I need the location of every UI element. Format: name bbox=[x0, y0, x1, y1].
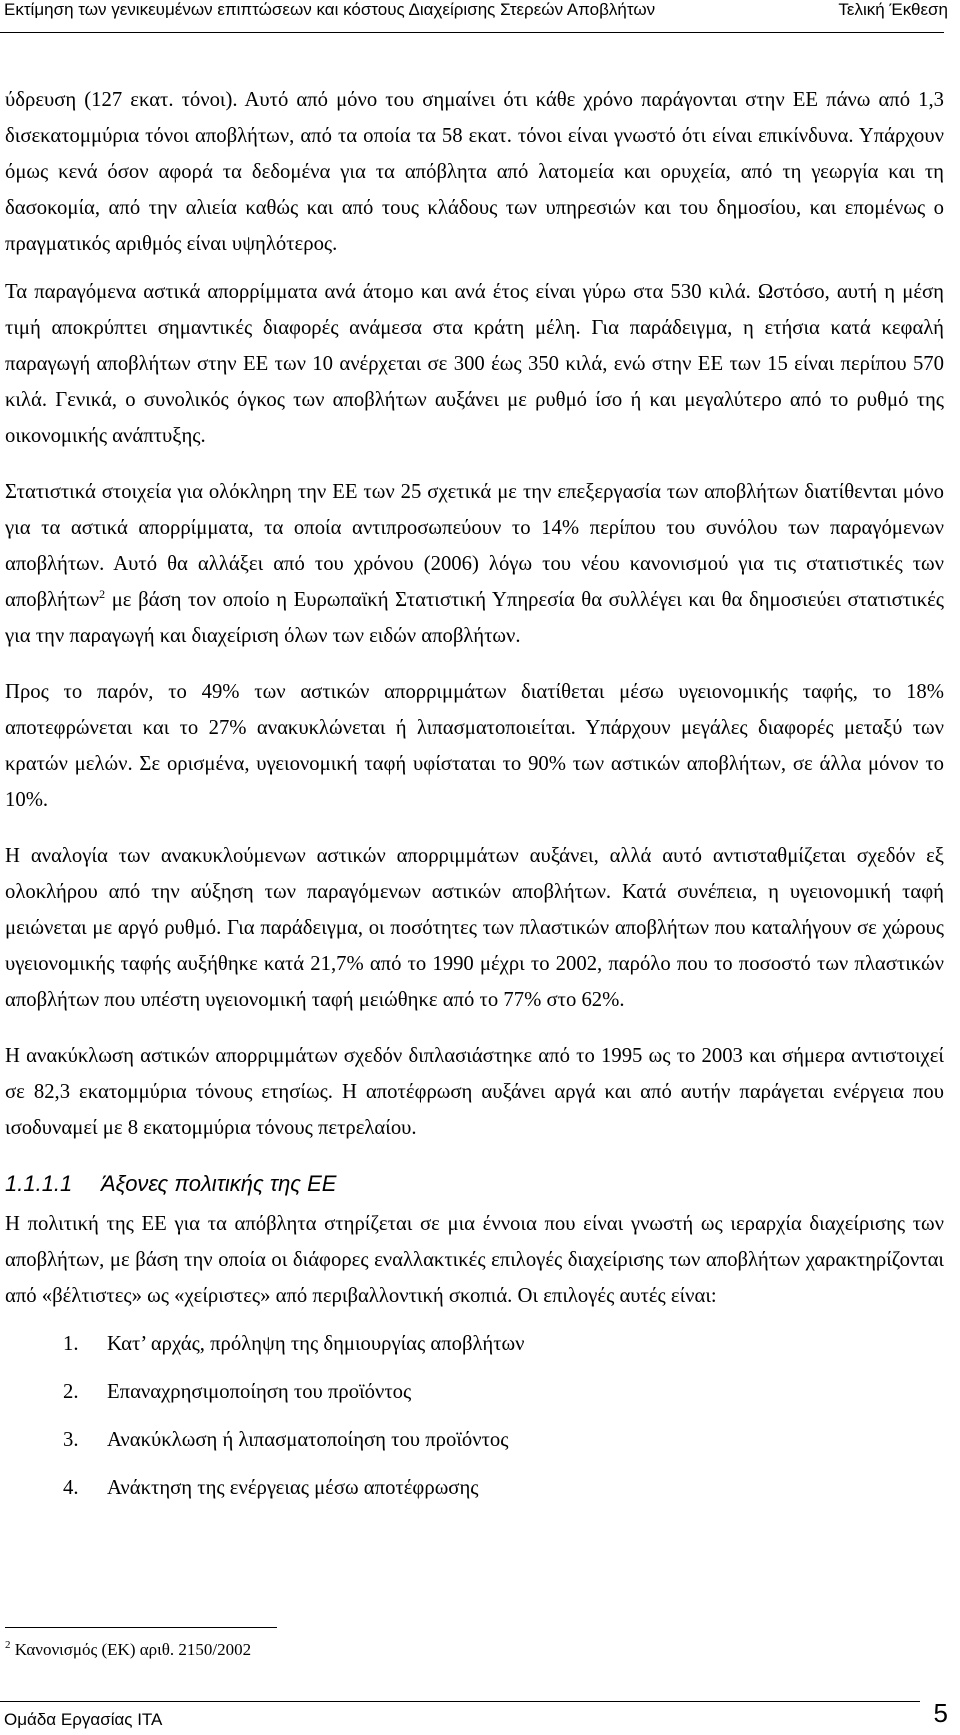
list-item bbox=[5, 1374, 944, 1410]
list-item-text: Κατ’ αρχάς, πρόληψη της δημιουργίας αποβλήτων bbox=[107, 1333, 525, 1355]
list-item bbox=[5, 1422, 944, 1458]
header-doc-type: Τελική Έκθεση bbox=[838, 0, 948, 19]
paragraph-water-supply: ύδρευση (127 εκατ. τόνοι). Αυτό από μόνο του σημαίνει ότι κάθε χρόνο παράγονται στην ΕΕ πάνω από 1,3 δισεκατομμύρια τόνοι αποβλήτων, από τα οποία τα 58 εκατ. τόνοι είναι γνωστό ότι είναι επικίνδυνα. Υπάρχουν όμως κενά όσον αφορά τα δεδομένα για τα απόβλητα από λατομεία και ορυχεία, από τη γεωργία και τη δασοκομία, από την αλιεία καθώς και από τους κλάδους των υπηρεσιών και του δημοσίου, και επομένως ο πραγματικός αριθμός είναι υψηλότερος. bbox=[5, 89, 944, 255]
paragraph-recycling-growth: Η ανακύκλωση αστικών απορριμμάτων σχεδόν διπλασιάστηκε από το 1995 ως το 2003 και σήμερα αντιστοιχεί σε 82,3 εκατομμύρια τόνους ετησίως. Η αποτέφρωση αυξάνει αργά και από αυτήν παράγεται ενέργεια που ισοδυναμεί με 8 εκατομμύρια τόνους πετρελαίου. bbox=[5, 1045, 944, 1139]
list-item bbox=[5, 1470, 944, 1506]
footer-organization: Ομάδα Εργασίας ΙΤΑ bbox=[4, 1710, 163, 1729]
header-rule bbox=[0, 32, 944, 33]
footnote-text: Κανονισμός (ΕΚ) αριθ. 2150/2002 bbox=[10, 1640, 252, 1659]
header-title: Εκτίμηση των γενικευμένων επιπτώσεων και κόστους Διαχείρισης Στερεών Αποβλήτων bbox=[4, 0, 656, 19]
footer-rule bbox=[0, 1701, 920, 1702]
list-item-number: 1. bbox=[63, 1333, 79, 1355]
list-item-text: Ανακύκλωση ή λιπασματοποίηση του προϊόντος bbox=[107, 1429, 509, 1451]
page-number: 5 bbox=[933, 1698, 948, 1728]
page-header bbox=[0, 0, 960, 40]
paragraph-recycling-ratio: Η αναλογία των ανακυκλούμενων αστικών απορριμμάτων αυξάνει, αλλά αυτό αντισταθμίζεται σχεδόν εξ ολοκλήρου από την αύξηση των παραγόμενων αστικών αποβλήτων. Κατά συνέπεια, η υγειονομική ταφή μειώνεται με αργό ρυθμό. Για παράδειγμα, οι ποσότητες των πλαστικών αποβλήτων που καταλήγουν σε χώρους υγειονομικής ταφής αυξήθηκε κατά 21,7% από το 1990 μέχρι το 2002, παρόλο που το ποσοστό των πλαστικών αποβλήτων που υπέστη υγειονομική ταφή μειώθηκε από το 77% στο 62%. bbox=[5, 845, 944, 1011]
section-number: 1.1.1.1 bbox=[5, 1171, 73, 1196]
list-item bbox=[5, 1326, 944, 1362]
footnote bbox=[5, 1640, 251, 1660]
footnote-reference: 2 bbox=[99, 587, 106, 601]
list-item-text: Ανάκτηση της ενέργειας μέσω αποτέφρωσης bbox=[107, 1477, 479, 1499]
paragraph-statistics-text-cont: με βάση τον οποίο η Ευρωπαϊκή Στατιστική Υπηρεσία θα συλλέγει και θα δημοσιεύει στατιστικές για την παραγωγή και διαχείριση όλων των ειδών αποβλήτων. bbox=[5, 589, 944, 647]
paragraph-municipal-waste-per-capita: Τα παραγόμενα αστικά απορρίμματα ανά άτομο και ανά έτος είναι γύρω στα 530 κιλά. Ωστόσο, αυτή η μέση τιμή αποκρύπτει σημαντικές διαφορές ανάμεσα στα κράτη μέλη. Για παράδειγμα, η ετήσια κατά κεφαλή παραγωγή αποβλήτων στην ΕΕ των 10 ανέρχεται σε 300 έως 350 κιλά, ενώ στην ΕΕ των 15 είναι περίπου 570 κιλά. Γενικά, ο συνολικός όγκος των αποβλήτων αυξάνει με ρυθμό ίσο ή και μεγαλύτερο από το ρυθμό της οικονομικής ανάπτυξης. bbox=[5, 281, 944, 447]
list-item-number: 3. bbox=[63, 1429, 79, 1451]
paragraph-statistics bbox=[5, 474, 944, 654]
paragraph-landfill-share: Προς το παρόν, το 49% των αστικών απορριμμάτων διατίθεται μέσω υγειονομικής ταφής, το 18% αποτεφρώνεται και το 27% ανακυκλώνεται ή λιπασματοποιείται. Υπάρχουν μεγάλες διαφορές μεταξύ των κρατών μελών. Σε ορισμένα, υγειονομική ταφή υφίσταται το 90% των αστικών αποβλήτων, σε άλλα μόνον το 10%. bbox=[5, 681, 944, 811]
list-item-text: Επαναχρησιμοποίηση του προϊόντος bbox=[107, 1381, 412, 1403]
footnote-rule bbox=[5, 1627, 277, 1628]
footnote-mark: 2 bbox=[5, 1639, 11, 1651]
paragraph-waste-hierarchy: Η πολιτική της ΕΕ για τα απόβλητα στηρίζεται σε μια έννοια που είναι γνωστή ως ιεραρχία διαχείρισης των αποβλήτων, με βάση την οποία οι διάφορες εναλλακτικές επιλογές διαχείρισης των αποβλήτων χαρακτηρίζονται από «βέλτιστες» ως «χείριστες» από περιβαλλοντική σκοπιά. Οι επιλογές αυτές είναι: bbox=[5, 1213, 944, 1307]
hierarchy-list bbox=[5, 1326, 944, 1506]
list-item-number: 4. bbox=[63, 1477, 79, 1499]
section-title: Άξονες πολιτικής της ΕΕ bbox=[101, 1171, 337, 1196]
paragraph-statistics-text: Στατιστικά στοιχεία για ολόκληρη την ΕΕ των 25 σχετικά με την επεξεργασία των αποβλήτων διατίθενται μόνο για τα αστικά απορρίμματα, τα οποία αντιπροσωπεύουν το 14% περίπου του συνόλου των παραγόμενων αποβλήτων. Αυτό θα αλλάξει από του χρόνου (2006) λόγω του νέου κανονισμού για τις στατιστικές των αποβλήτων bbox=[5, 481, 944, 611]
document-body bbox=[5, 82, 944, 1518]
section-heading bbox=[5, 1166, 944, 1202]
list-item-number: 2. bbox=[63, 1381, 79, 1403]
